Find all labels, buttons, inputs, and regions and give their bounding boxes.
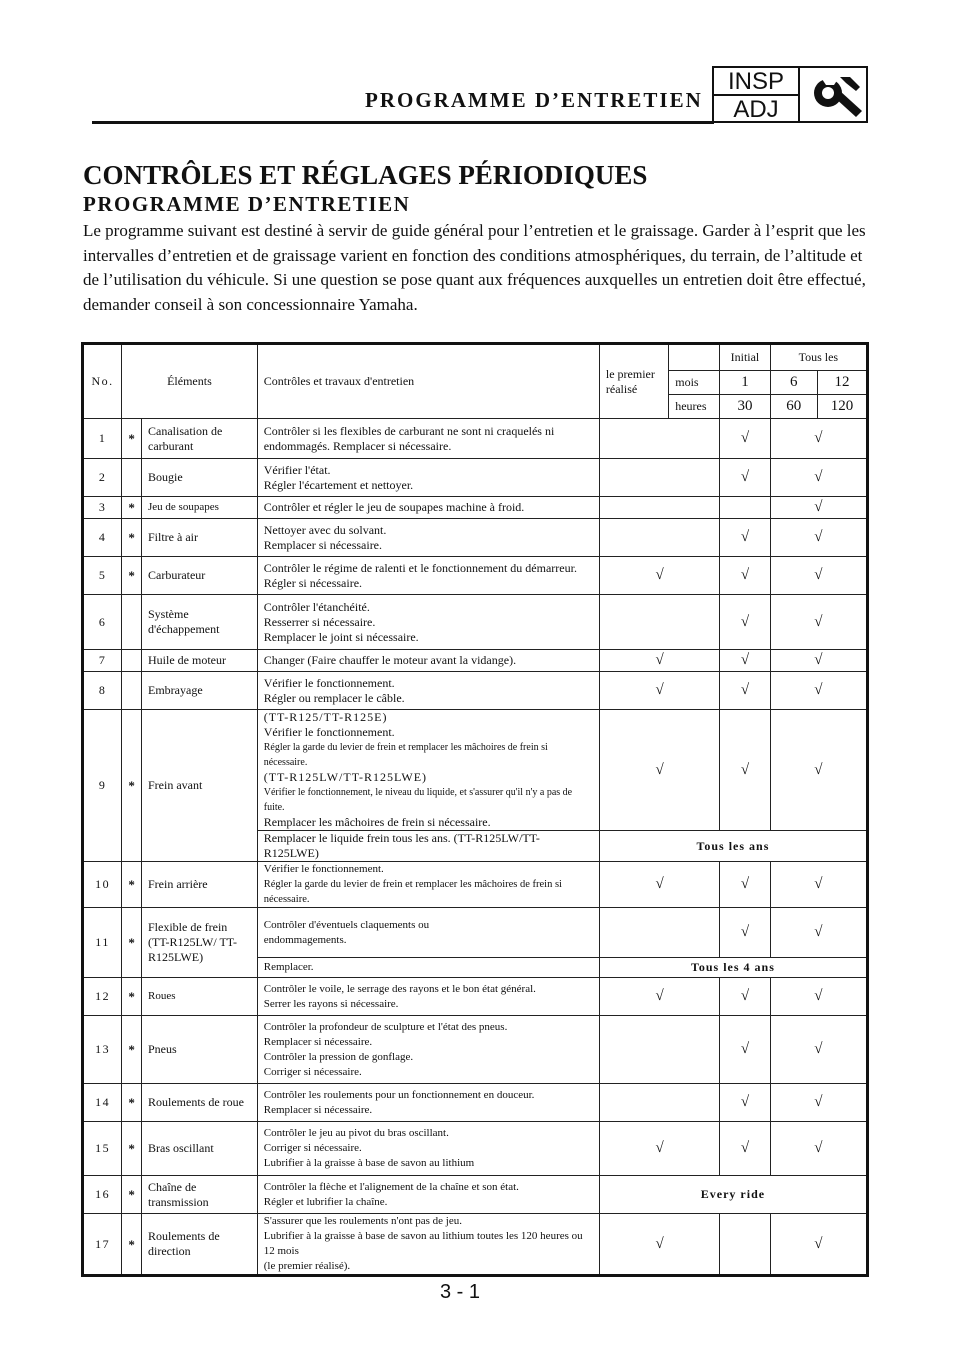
page-title: CONTRÔLES ET RÉGLAGES PÉRIODIQUES xyxy=(83,160,648,190)
table-row: 5 * Carburateur Contrôler le régime de ralenti et le fonctionnement du démarreur. Régler si nécessaire. √ √ √ xyxy=(83,557,868,595)
badge-insp-label: INSP xyxy=(714,68,798,96)
table-row: 2 Bougie Vérifier l'état. Régler l'écartement et nettoyer. √ √ xyxy=(83,459,868,497)
table-row: 13 * Pneus Contrôler la profondeur de sculpture et l'état des pneus. Remplacer si nécessaire. Contrôler la pression de gonflage. Corriger si nécessaire. √ √ xyxy=(83,1016,868,1084)
table-row: 16 * Chaîne de transmission Contrôler la flèche et l'alignement de la chaîne et son état. Régler et lubrifier la chaîne. Every ride xyxy=(83,1176,868,1214)
table-row: 17 * Roulements de direction S'assurer que les roulements n'ont pas de jeu. Lubrifier à la graisse à base de savon au lithium toutes les 120 heures ou 12 mois (le premier réalisé). √ √ xyxy=(83,1214,868,1276)
col-header-items: Éléments xyxy=(122,344,258,419)
table-row: 14 * Roulements de roue Contrôler les roulements pour un fonctionnement en douceur. Remplacer si nécessaire. √ √ xyxy=(83,1084,868,1122)
maintenance-table: No. Éléments Contrôles et travaux d'entretien le premier réalisé Initial Tous les mois 1 6 12 heures 30 60 120 1 * Canalisation de carburant Contrôler si les flexibles de carburant ne sont ni craquelés ni endommagés. Remplacer si nécessaire. √ √ 2 Bougie Vérifier l'état. Régler l'écartement et nettoyer. √ √ 3 * Jeu de soupapes Contrôler et régler le jeu de soupapes machine à froid. √ 4 * Filtre à air Nettoyer avec du solvant. Remplacer si nécessaire. √ √ 5 * Carburateur Contrôler le régime de ralenti et le fonctionnement du démarreur. Régler si nécessaire. √ √ √ 6 Système d'échappement Contrôler l'étanchéité. Resserrer si nécessaire. Remplacer le joint si nécessaire. √ √ 7 Huile de moteur Changer (Faire chauffer le moteur avant la vidange). √ √ √ 8 Embrayage Vérifier le fonctionnement. Régler ou remplacer le câble. √ √ √ 9 * Frein avant (TT-R125/TT-R125E) Vérifier le fonctionnement. Régler la garde du levier de frein et remplacer les mâchoires de frein si nécessaire. (TT-R125LW/TT-R125LWE) Vérifier le fonctionnement, le niveau du liquide, et s'assurer qu'il n'y a pas de fuite. Remplacer les mâchoires de frein si nécessaire. √ √ √ Remplacer le liquide frein tous les ans. (TT-R125LW/TT-R125LWE) Tous les ans 10 * Frein arrière Vérifier le fonctionnement. Régler la garde du levier de frein et remplacer les mâchoires de frein si nécessaire. √ √ √ 11 * Flexible de frein (TT-R125LW/ TT-R125LWE) Contrôler d'éventuels claquements ou endommagements. √ √ Remplacer. Tous les 4 ans 12 * Roues Contrôler le voile, le serrage des rayons et le bon état général. Serrer les rayons si nécessaire. √ √ √ 13 * Pneus Contrôler la profondeur de sculpture et l'état des pneus. Remplacer si nécessaire. Contrôler la pression de gonflage. Corriger si nécessaire. √ √ 14 * Roulements de roue Contrôler les roulements pour un fonctionnement en douceur. Remplacer si nécessaire. √ √ 15 * Bras oscillant Contrôler le jeu au pivot du bras oscillant. Corriger si nécessaire. Lubrifier à la graisse à base de savon au lithium √ √ √ 16 * Chaîne de transmission Contrôler la flèche et l'alignement de la chaîne et son état. Régler et lubrifier la chaîne. Every ride 17 * Roulements de direction S'assurer que les roulements n'ont pas de jeu. Lubrifier à la graisse à base de savon au lithium toutes les 120 heures ou 12 mois (le premier réalisé). √ √ xyxy=(81,342,869,1277)
section-subtitle: PROGRAMME D’ENTRETIEN xyxy=(83,192,411,216)
page-number: 3 - 1 xyxy=(440,1281,481,1303)
col-header-initial: Initial xyxy=(720,344,770,371)
wrench-gear-icon xyxy=(804,71,864,119)
table-row: 11 * Flexible de frein (TT-R125LW/ TT-R125LWE) Contrôler d'éventuels claquements ou endommagements. √ √ xyxy=(83,908,868,958)
col-header-work: Contrôles et travaux d'entretien xyxy=(257,344,599,419)
label-hours: heures xyxy=(669,395,720,419)
table-header-row xyxy=(83,344,868,371)
table-row: 1 * Canalisation de carburant Contrôler si les flexibles de carburant ne sont ni craquelés ni endommagés. Remplacer si nécessaire. √ √ xyxy=(83,419,868,459)
col-header-every: Tous les xyxy=(770,344,867,371)
col-header-first: le premier réalisé xyxy=(599,344,668,419)
insp-adj-badge xyxy=(712,66,868,123)
intro-paragraph: Le programme suivant est destiné à servir de guide général pour l’entretien et le graissage. Garder à l’esprit que les intervalles d’entretien et de graissage varient en fonction des conditions atmosphériques, du terrain, de l’altitude et de l’utilisation du véhicule. Si une question se pose quant aux fréquences auxquelles un entretien doit être effectué, demander conseil à son concessionnaire Yamaha. xyxy=(83,221,866,314)
header-rule xyxy=(92,121,714,124)
badge-adj-label: ADJ xyxy=(733,96,779,123)
table-row: 3 * Jeu de soupapes Contrôler et régler le jeu de soupapes machine à froid. √ xyxy=(83,497,868,519)
table-row: Remplacer. Tous les 4 ans xyxy=(83,958,868,978)
table-row: 7 Huile de moteur Changer (Faire chauffer le moteur avant la vidange). √ √ √ xyxy=(83,650,868,672)
table-row: Remplacer le liquide frein tous les ans. (TT-R125LW/TT-R125LWE) Tous les ans xyxy=(83,831,868,862)
section-header-title: PROGRAMME D’ENTRETIEN xyxy=(365,88,703,112)
table-row: 6 Système d'échappement Contrôler l'étanchéité. Resserrer si nécessaire. Remplacer le joint si nécessaire. √ √ xyxy=(83,595,868,650)
table-row: 15 * Bras oscillant Contrôler le jeu au pivot du bras oscillant. Corriger si nécessaire. Lubrifier à la graisse à base de savon au lithium √ √ √ xyxy=(83,1122,868,1176)
label-months: mois xyxy=(669,371,720,395)
table-row: 12 * Roues Contrôler le voile, le serrage des rayons et le bon état général. Serrer les rayons si nécessaire. √ √ √ xyxy=(83,978,868,1016)
col-header-no: No. xyxy=(83,344,122,419)
table-row: 10 * Frein arrière Vérifier le fonctionnement. Régler la garde du levier de frein et remplacer les mâchoires de frein si nécessaire. √ √ √ xyxy=(83,862,868,908)
table-row: 4 * Filtre à air Nettoyer avec du solvant. Remplacer si nécessaire. √ √ xyxy=(83,519,868,557)
table-row: 8 Embrayage Vérifier le fonctionnement. Régler ou remplacer le câble. √ √ √ xyxy=(83,672,868,710)
table-row: 9 * Frein avant (TT-R125/TT-R125E) Vérifier le fonctionnement. Régler la garde du levier de frein et remplacer les mâchoires de frein si nécessaire. (TT-R125LW/TT-R125LWE) Vérifier le fonctionnement, le niveau du liquide, et s'assurer qu'il n'y a pas de fuite. Remplacer les mâchoires de frein si nécessaire. √ √ √ xyxy=(83,710,868,831)
